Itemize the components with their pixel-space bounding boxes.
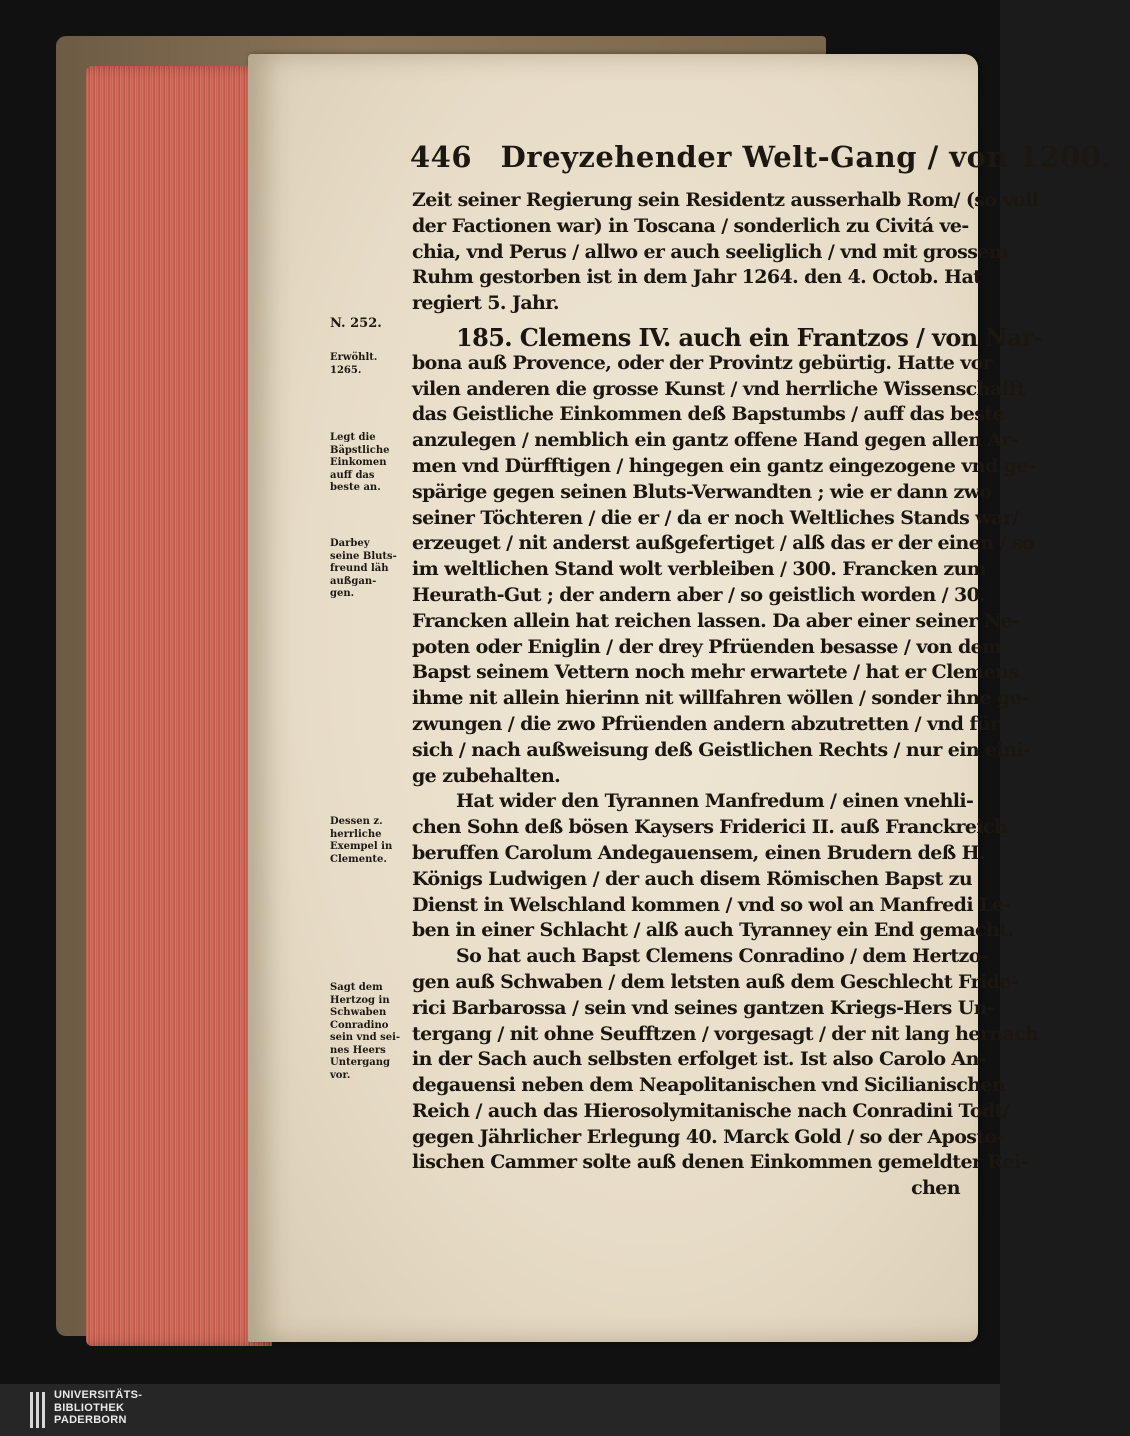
text-line: ben in einer Schlacht / alß auch Tyranney ein End gemacht. — [412, 919, 1014, 942]
margin-line: Untergang — [330, 1057, 390, 1068]
text-line: seiner Töchteren / die er / da er noch Weltliches Stands war/ — [412, 506, 1019, 529]
library-logo-icon — [30, 1392, 46, 1428]
margin-note-sagt — [330, 982, 410, 1082]
text-line: rici Barbarossa / sein vnd seines gantzen Kriegs-Hers Un- — [412, 996, 995, 1019]
text-line: sich / nach außweisung deß Geistlichen Rechts / nur ein eini- — [412, 738, 1031, 761]
text-line: in der Sach auch selbsten erfolget ist. Ist also Carolo An- — [412, 1048, 987, 1071]
margin-line: auff das — [330, 469, 375, 481]
text-line: regiert 5. Jahr. — [412, 292, 559, 315]
text-line: gen auß Schwaben / dem letsten auß dem Geschlecht Fride- — [412, 970, 1019, 993]
text-line: Bapst seinem Vettern noch mehr erwartete / hat er Clemens — [412, 661, 1019, 684]
text-line: der Factionen war) in Toscana / sonderlich zu Civitá ve- — [412, 214, 969, 237]
text-line: Hat wider den Tyrannen Manfredum / einen vnehli- — [456, 790, 974, 813]
margin-line: beste an. — [330, 482, 381, 493]
margin-note-number — [330, 318, 410, 331]
section-heading-line: 185. Clemens IV. auch ein Frantzos / von Nar- — [456, 322, 1044, 352]
text-line: Heurath-Gut ; der andern aber / so geistlich worden / 30. — [412, 583, 986, 606]
text-line: zwungen / die zwo Pfrüenden andern abzutretten / vnd für — [412, 712, 1000, 735]
margin-line: Sagt dem — [330, 982, 383, 993]
margin-line: gen. — [330, 588, 355, 599]
margin-line: N. 252. — [330, 316, 382, 331]
margin-line: sein vnd sei- — [330, 1032, 401, 1043]
margin-line: Hertzog in — [330, 994, 390, 1006]
text-line: Zeit seiner Regierung sein Residentz ausserhalb Rom/ (so voll — [412, 189, 1039, 211]
library-name-line: PADERBORN — [54, 1414, 127, 1426]
text-line: Francken allein hat reichen lassen. Da aber einer seiner Ne- — [412, 609, 1020, 632]
margin-line: Dessen z. — [330, 816, 383, 827]
margin-line: Clemente. — [330, 853, 387, 865]
margin-line: seine Bluts- — [330, 550, 397, 562]
margin-line: herrliche — [330, 828, 382, 840]
margin-line: nes Heers — [330, 1044, 386, 1056]
margin-line: 1265. — [330, 364, 362, 376]
margin-line: Bäpstliche — [330, 444, 390, 456]
text-line: lischen Cammer solte auß denen Einkommen gemeldter Rei- — [412, 1151, 1028, 1174]
margin-line: Schwaben — [330, 1007, 387, 1018]
margin-line: vor. — [330, 1069, 351, 1081]
margin-note-darbey — [330, 538, 410, 601]
text-line: So hat auch Bapst Clemens Conradino / dem Hertzo- — [456, 945, 989, 968]
page-body-text — [412, 188, 1044, 1202]
library-name-line: UNIVERSITÄTS- — [54, 1389, 143, 1401]
text-line: bona auß Provence, oder der Provintz gebürtig. Hatte vor — [412, 351, 993, 374]
library-footer-bar — [0, 1384, 1000, 1436]
catchword: chen — [911, 1177, 960, 1200]
running-header — [410, 140, 1113, 180]
library-name — [54, 1389, 142, 1427]
margin-line: Conradino — [330, 1019, 389, 1031]
text-line: ge zubehalten. — [412, 764, 561, 787]
margin-line: außgan- — [330, 575, 377, 587]
margin-line: Exempel in — [330, 841, 393, 852]
page-edges — [86, 66, 272, 1346]
margin-line: Erwöhlt. — [330, 352, 378, 363]
text-line: Königs Ludwigen / der auch disem Römischen Bapst zu — [412, 867, 973, 890]
text-line: gegen Jährlicher Erlegung 40. Marck Gold / so der Aposto- — [412, 1125, 1004, 1148]
page-number: 446 — [410, 140, 473, 174]
text-line: Dienst in Welschland kommen / vnd so wol an Manfredi Le- — [412, 893, 1011, 916]
text-line: spärige gegen seinen Bluts-Verwandten ; wie er dann zwo — [412, 480, 992, 503]
text-line: erzeuget / nit anderst außgefertiget / alß das er der einen / so — [412, 532, 1035, 555]
margin-line: freund läh — [330, 563, 389, 574]
text-line: chen Sohn deß bösen Kaysers Friderici II. auß Franckreich — [412, 816, 1008, 839]
text-line: men vnd Dürfftigen / hingegen ein gantz eingezogene vnd ge- — [412, 454, 1036, 477]
text-line: tergang / nit ohne Seufftzen / vorgesagt / der nit lang hernach — [412, 1022, 1039, 1045]
text-line: vilen anderen die grosse Kunst / vnd herrliche Wissenschafft — [412, 377, 1025, 400]
margin-note-dessen — [330, 816, 410, 866]
text-line: degauensi neben dem Neapolitanischen vnd Sicilianischen — [412, 1074, 1006, 1097]
text-line: anzulegen / nemblich ein gantz offene Hand gegen allen Ar- — [412, 429, 1019, 452]
text-line: chia, vnd Perus / allwo er auch seeliglich / vnd mit grossem — [412, 240, 1009, 263]
text-line: Reich / auch das Hierosolymitanische nach Conradini Todt/ — [412, 1099, 1010, 1122]
text-line: Ruhm gestorben ist in dem Jahr 1264. den 4. Octob. Hat — [412, 266, 982, 289]
margin-line: Darbey — [330, 538, 370, 549]
margin-note-erwaehlt — [330, 352, 410, 377]
margin-line: Einkomen — [330, 457, 387, 468]
running-title: Dreyzehender Welt-Gang / von 1200. — [500, 140, 1113, 174]
text-line: ihme nit allein hierinn nit willfahren wöllen / sonder ihne ge- — [412, 687, 1029, 710]
margin-note-legt — [330, 432, 410, 495]
library-name-line: BIBLIOTHEK — [54, 1401, 125, 1414]
text-line: im weltlichen Stand wolt verbleiben / 300. Francken zum — [412, 558, 987, 581]
text-line: das Geistliche Einkommen deß Bapstumbs / auff das beste — [412, 403, 1005, 426]
margin-line: Legt die — [330, 432, 376, 443]
text-line: poten oder Eniglin / der drey Pfrüenden besasse / von dem — [412, 635, 1002, 658]
text-line: beruffen Carolum Andegauensem, einen Brudern deß H. — [412, 841, 986, 864]
